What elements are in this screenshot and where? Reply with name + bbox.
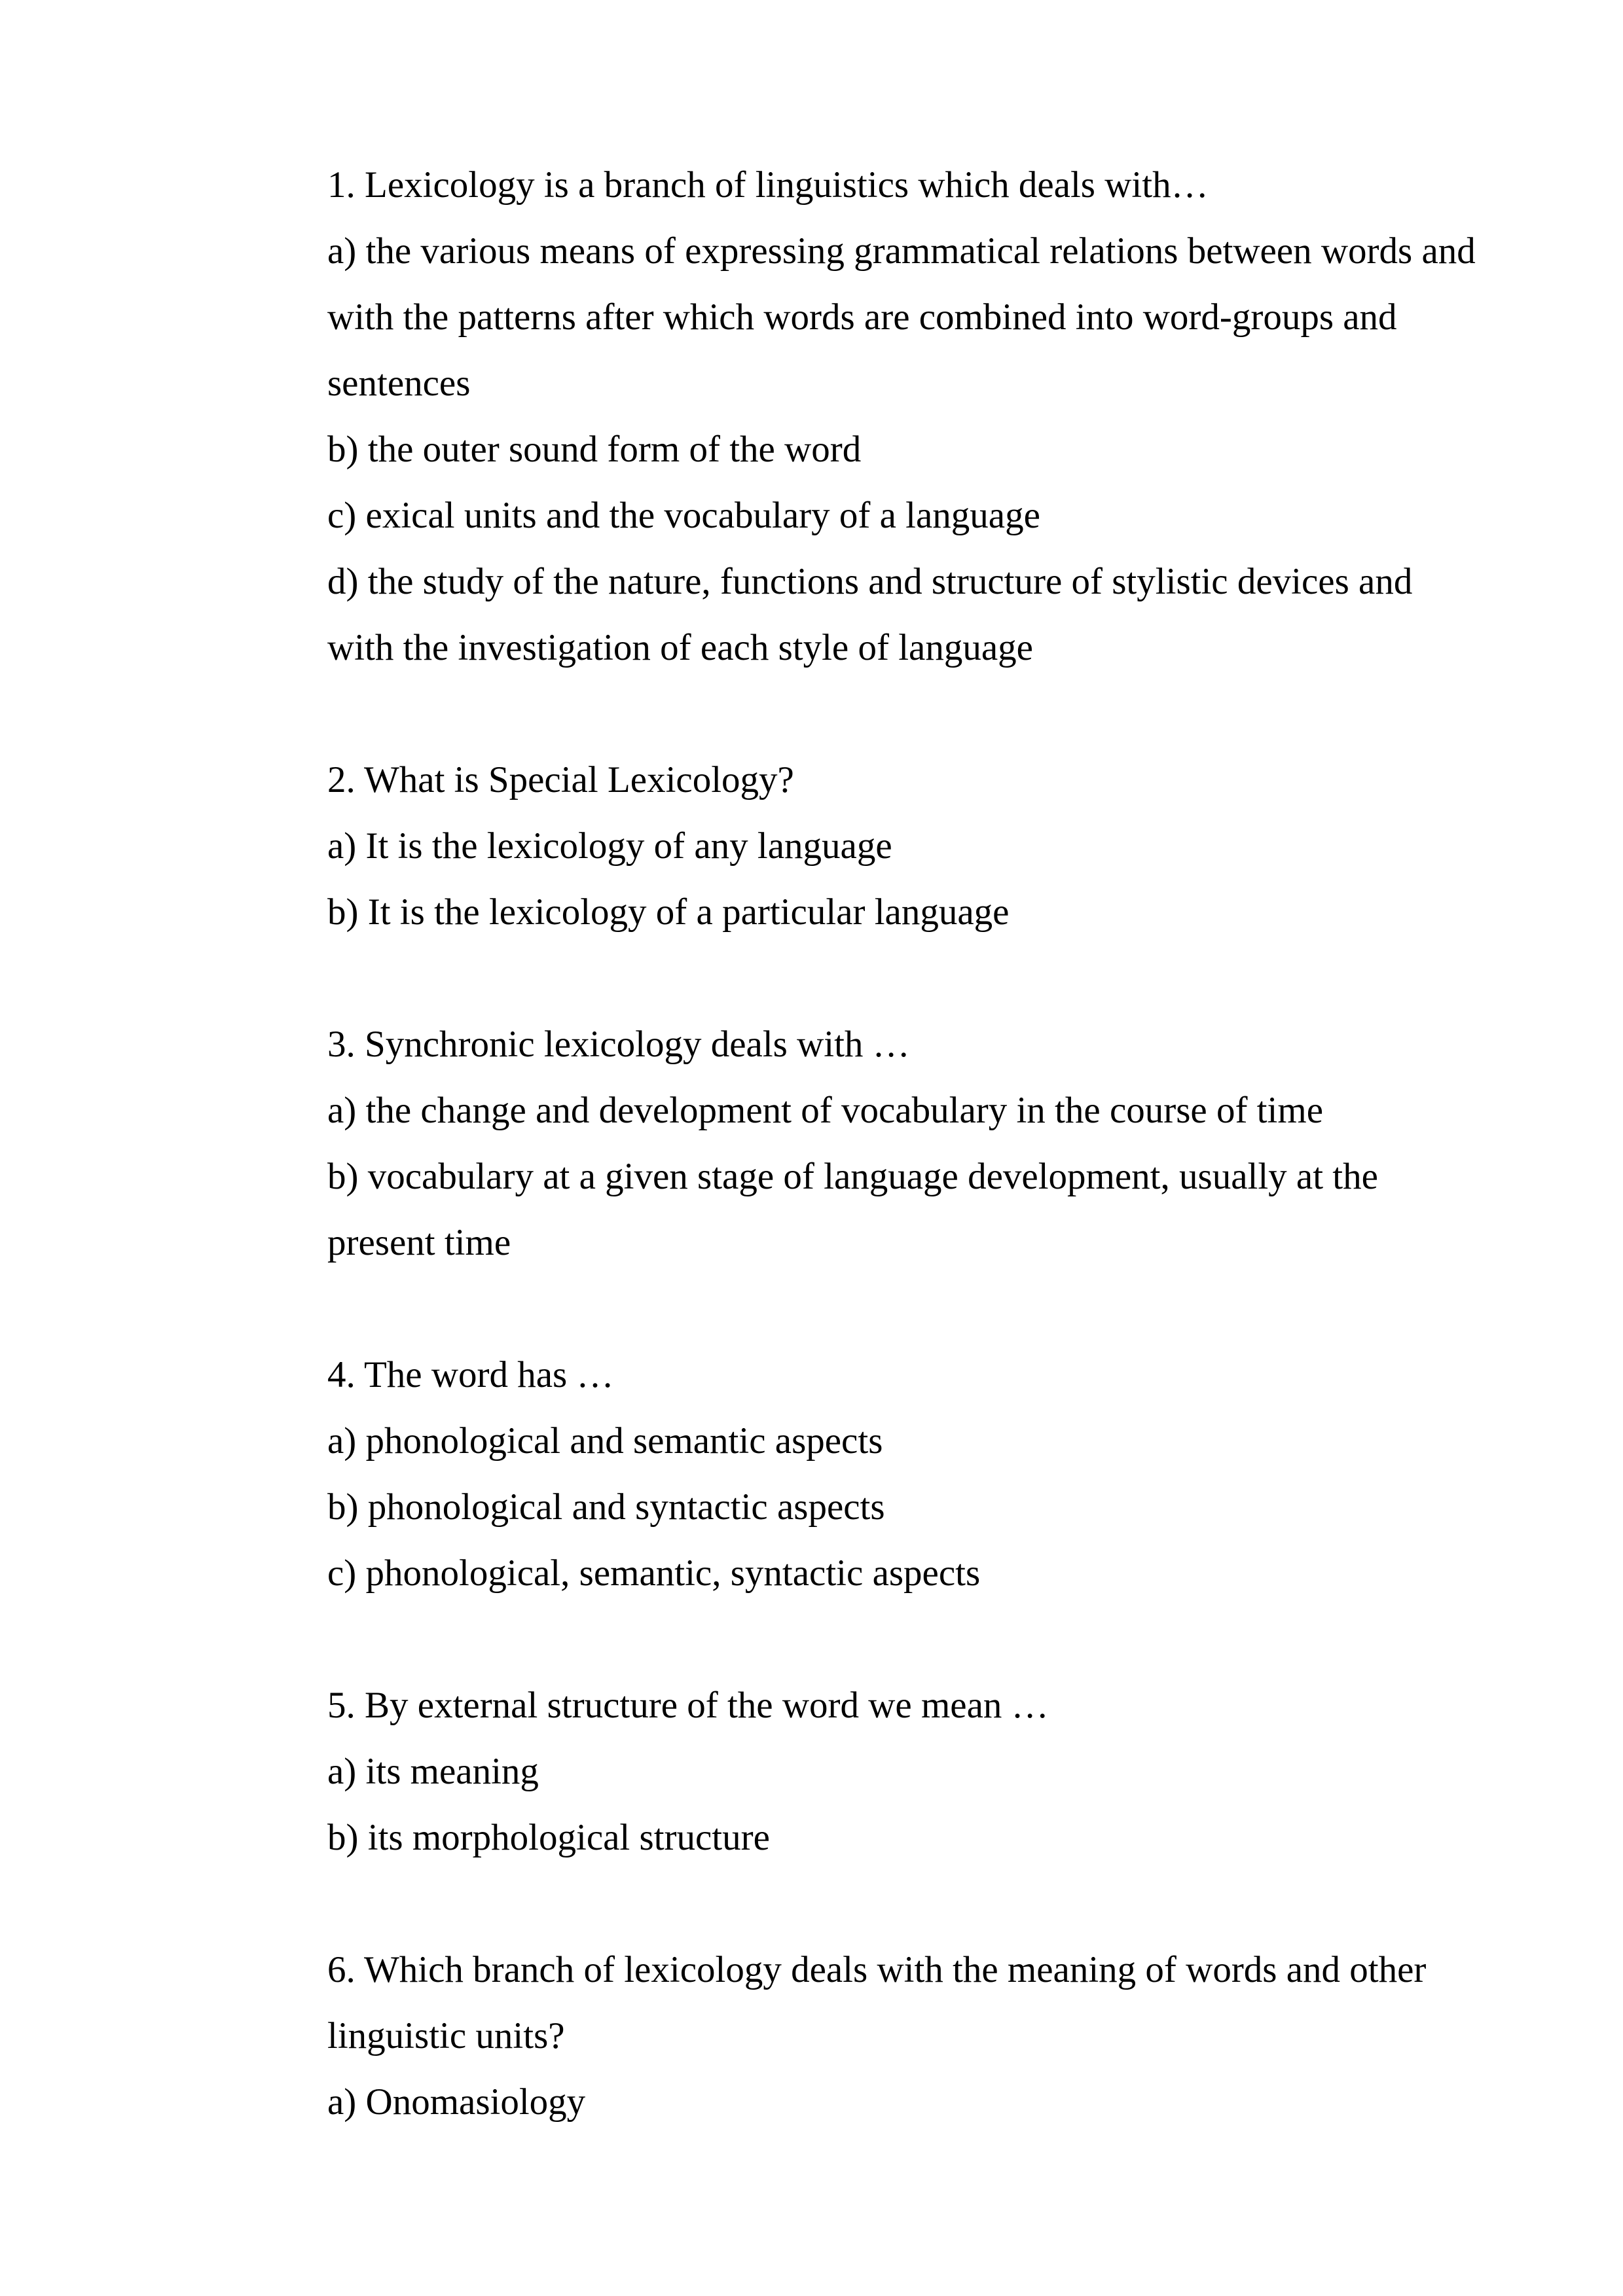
- question-5-stem: 5. By external structure of the word we mean …: [327, 1685, 1049, 1726]
- question-5-option-b: b) its morphological structure: [327, 1817, 770, 1858]
- question-5: [327, 1672, 1532, 1871]
- question-5-option-a: a) its meaning: [327, 1751, 539, 1792]
- question-4-option-b: b) phonological and syntactic aspects: [327, 1486, 885, 1528]
- spacer: [327, 681, 1532, 747]
- spacer: [327, 1871, 1532, 1937]
- question-6-stem-cont: linguistic units?: [327, 2015, 565, 2056]
- question-6: [327, 1937, 1532, 2135]
- question-1-stem: 1. Lexicology is a branch of linguistics which deals with…: [327, 164, 1209, 206]
- question-2: [327, 747, 1532, 945]
- document-page: [327, 152, 1532, 2135]
- spacer: [327, 1276, 1532, 1342]
- question-3: [327, 1011, 1532, 1276]
- question-3-option-a: a) the change and development of vocabulary in the course of time: [327, 1090, 1323, 1131]
- question-1-option-c: c) exical units and the vocabulary of a language: [327, 495, 1040, 536]
- question-4-option-a: a) phonological and semantic aspects: [327, 1420, 883, 1462]
- question-4: [327, 1342, 1532, 1606]
- question-4-option-c: c) phonological, semantic, syntactic aspects: [327, 1552, 981, 1594]
- question-2-option-a: a) It is the lexicology of any language: [327, 825, 892, 867]
- question-1-option-d: d) the study of the nature, functions and structure of stylistic devices and: [327, 561, 1413, 602]
- question-3-option-b: b) vocabulary at a given stage of language development, usually at the: [327, 1156, 1378, 1197]
- question-1-option-a-cont: with the patterns after which words are combined into word-groups and: [327, 296, 1397, 338]
- question-1-option-a: a) the various means of expressing grammatical relations between words and: [327, 230, 1476, 272]
- question-6-option-a: a) Onomasiology: [327, 2081, 586, 2123]
- question-6-stem: 6. Which branch of lexicology deals with the meaning of words and other: [327, 1949, 1427, 1990]
- question-2-option-b: b) It is the lexicology of a particular language: [327, 891, 1010, 933]
- question-3-stem: 3. Synchronic lexicology deals with …: [327, 1024, 910, 1065]
- question-1-option-d-cont: with the investigation of each style of language: [327, 627, 1033, 668]
- question-1: [327, 152, 1532, 681]
- question-3-option-b-cont: present time: [327, 1222, 511, 1263]
- question-1-option-b: b) the outer sound form of the word: [327, 429, 862, 470]
- question-1-option-a-cont: sentences: [327, 363, 471, 404]
- spacer: [327, 1606, 1532, 1672]
- question-2-stem: 2. What is Special Lexicology?: [327, 759, 794, 800]
- question-4-stem: 4. The word has …: [327, 1354, 614, 1395]
- spacer: [327, 945, 1532, 1011]
